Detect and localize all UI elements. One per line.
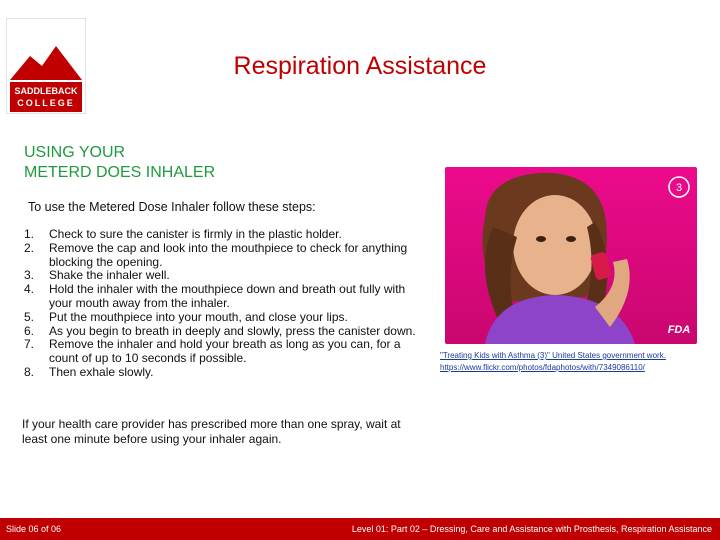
step-number: 6.	[24, 323, 35, 338]
step-text: Put the mouthpiece into your mouth, and close your lips.	[49, 309, 348, 324]
steps-list	[24, 228, 424, 380]
step-number: 4.	[24, 282, 35, 297]
list-item	[24, 269, 424, 283]
step-number: 5.	[24, 309, 35, 324]
note-text: If your health care provider has prescribed more than one spray, wait at least one minute before using your inhaler again.	[22, 417, 401, 446]
list-item	[24, 325, 424, 339]
caption-line1[interactable]: "Treating Kids with Asthma (3)" United States government work.	[440, 351, 666, 360]
step-text: Remove the inhaler and hold your breath as long as you can, for a count of up to 10 seconds if possible.	[49, 337, 401, 366]
course-breadcrumb: Level 01: Part 02 – Dressing, Care and Assistance with Prosthesis, Respiration Assistance	[351, 524, 712, 534]
fda-mark: FDA	[667, 324, 691, 336]
step-text: Shake the inhaler well.	[49, 268, 170, 283]
step-number: 7.	[24, 337, 35, 352]
step-number: 8.	[24, 364, 35, 379]
inhaler-photo	[445, 167, 697, 344]
list-item	[24, 366, 424, 380]
list-item	[24, 228, 424, 242]
logo-mark	[6, 18, 86, 114]
photo-caption[interactable]	[440, 350, 710, 374]
step-number: 1.	[24, 227, 35, 241]
intro-text: To use the Metered Dose Inhaler follow these steps:	[28, 200, 316, 214]
logo-line2: COLLEGE	[17, 98, 75, 108]
subtitle-line2: METERD DOES INHALER	[24, 164, 216, 181]
section-subtitle	[24, 143, 324, 183]
child-using-inhaler-illustration	[445, 167, 697, 344]
step-number: 2.	[24, 240, 35, 255]
logo-line1: SADDLEBACK	[14, 86, 78, 96]
caption-link[interactable]: https://www.flickr.com/photos/fdaphotos/with/7349086110/	[440, 363, 645, 372]
page-title: Respiration Assistance	[233, 52, 487, 80]
step-text: As you begin to breath in deeply and slowly, press the canister down.	[49, 323, 416, 338]
photo-badge: 3	[675, 182, 683, 194]
list-item	[24, 311, 424, 325]
step-number: 3.	[24, 268, 35, 283]
slide-counter: Slide 06 of 06	[6, 524, 62, 534]
subtitle-line1: USING YOUR	[24, 144, 126, 161]
saddleback-college-logo	[6, 18, 86, 114]
step-text: Check to sure the canister is firmly in the plastic holder.	[49, 227, 342, 241]
list-item	[24, 283, 424, 311]
step-text: Then exhale slowly.	[49, 364, 154, 379]
step-text: Hold the inhaler with the mouthpiece down and breath out fully with your mouth away from the inhaler.	[49, 282, 406, 310]
list-item	[24, 242, 424, 270]
footer-bar	[0, 518, 720, 540]
list-item	[24, 338, 424, 366]
step-text: Remove the cap and look into the mouthpiece to check for anything blocking the opening.	[49, 240, 408, 269]
